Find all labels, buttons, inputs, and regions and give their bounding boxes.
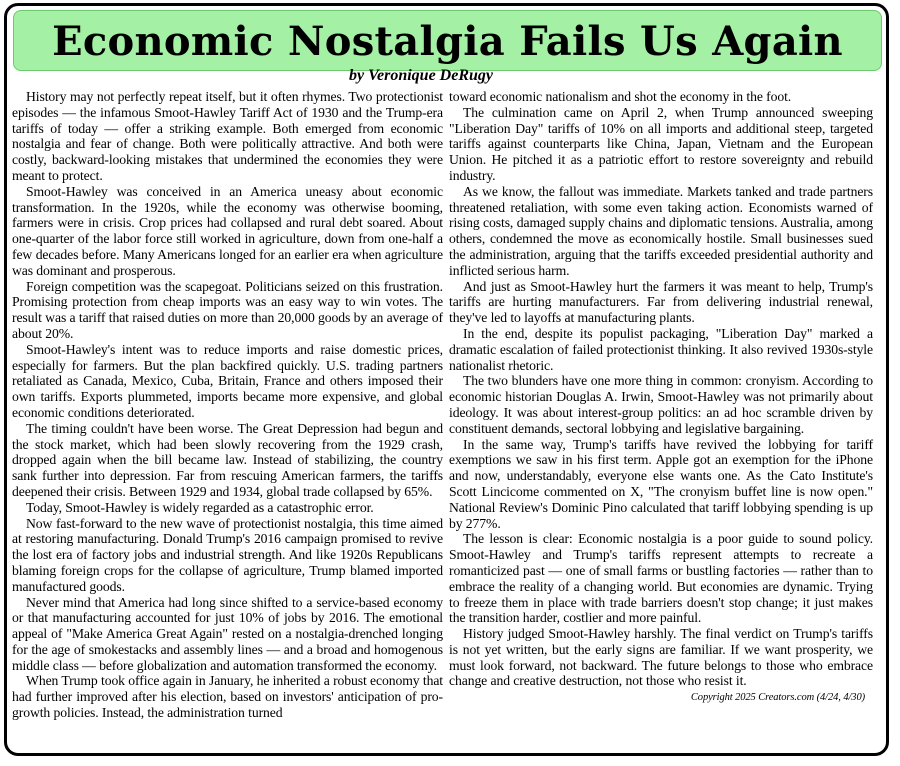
paragraph: And just as Smoot-Hawley hurt the farmers it was meant to help, Trump's tariffs are hurting manufacturers. Far from delivering industrial renewal, they've led to layoffs at manufacturing plants. [449, 278, 873, 326]
article-column-left [12, 89, 443, 721]
paragraph: Smoot-Hawley was conceived in an America uneasy about economic transformation. In the 1920s, while the economy was otherwise booming, farmers were in crisis. Crop prices had collapsed and rural debt soared. About one-quarter of the labor force still worked in agriculture, down from one-half a few decades before. Many Americans longed for an earlier era when agriculture was dominant and prosperous. [12, 183, 443, 278]
copyright-notice: Copyright 2025 Creators.com (4/24, 4/30) [690, 692, 865, 704]
article-column-right [449, 89, 873, 705]
paragraph: History judged Smoot-Hawley harshly. The final verdict on Trump's tariffs is not yet written, but the early signs are familiar. If we want prosperity, we must look forward, not backward. The future belongs to those who embrace change and creative destruction, not those who resist it. [449, 626, 873, 689]
paragraph: In the end, despite its populist packaging, "Liberation Day" marked a dramatic escalation of failed protectionist thinking. It also revived 1930s-style nationalist rhetoric. [449, 325, 873, 373]
paragraph-continuation: toward economic nationalism and shot the economy in the foot. [449, 89, 792, 104]
paragraph: Today, Smoot-Hawley is widely regarded as a catastrophic error. [26, 499, 374, 515]
paragraph: Foreign competition was the scapegoat. Politicians seized on this frustration. Promising protection from cheap imports was an easy way to win votes. The result was a tariff that raised duties on more than 20,000 goods by an average of about 20%. [12, 278, 443, 341]
headline: Economic Nostalgia Fails Us Again [52, 18, 843, 65]
paragraph: History may not perfectly repeat itself, but it often rhymes. Two protectionist episodes — the infamous Smoot-Hawley Tariff Act of 1930 and the Trump-era tariffs of today — offer a striking example. Both emerged from economic nostalgia and fear of change. Both were politically attractive. And both were costly, backward-looking mistakes that undermined the economies they were meant to protect. [12, 89, 443, 183]
paragraph: Never mind that America had long since shifted to a service-based economy or that manufacturing accounted for just 10% of jobs by 2016. The emotional appeal of "Make America Great Again" rested on a nostalgia-drenched longing for the age of smokestacks and assembly lines — and a broad and homogenous middle class — before globalization and automation transformed the economy. [12, 594, 443, 673]
paragraph: The culmination came on April 2, when Trump announced sweeping "Liberation Day" tariffs of 10% on all imports and additional steep, targeted tariffs against counterparts like China, Japan, Vietnam and the European Union. He pitched it as a patriotic effort to restore sovereignty and rebuild industry. [449, 104, 873, 183]
paragraph: Now fast-forward to the new wave of protectionist nostalgia, this time aimed at restoring manufacturing. Donald Trump's 2016 campaign promised to revive the lost era of factory jobs and industrial strength. And like 1920s Republicans blaming foreign crops for the collapse of agriculture, Trump blamed imported manufactured goods. [12, 515, 443, 594]
byline: by Veronique DeRugy [349, 67, 493, 84]
headline-banner [13, 10, 882, 71]
paragraph: The timing couldn't have been worse. The Great Depression had begun and the stock market, which had been slowly recovering from the 1929 crash, dropped again when the bill became law. Instead of stabilizing, the country sank further into depression. Far from rescuing American farmers, the tariffs deepened their crisis. Between 1929 and 1934, global trade collapsed by 65%. [12, 420, 443, 499]
paragraph: The two blunders have one more thing in common: cronyism. According to economic historian Douglas A. Irwin, Smoot-Hawley was not primarily about ideology. It was about interest-group politics: an ad hoc scramble driven by constituent demands, sectoral lobbying and legislative bargaining. [449, 373, 873, 436]
paragraph: As we know, the fallout was immediate. Markets tanked and trade partners threatened retaliation, with some even taking action. Economists warned of rising costs, damaged supply chains and diplomatic tensions. Australia, among others, condemned the move as economically hostile. Small businesses sued the administration, arguing that the tariffs exceeded presidential authority and inflicted serious harm. [449, 183, 873, 278]
paragraph: Smoot-Hawley's intent was to reduce imports and raise domestic prices, especially for farmers. But the plan backfired quickly. U.S. trading partners retaliated as Canada, Mexico, Cuba, Britain, France and others imposed their own tariffs. Exports plummeted, imports became more expensive, and global economic conditions deteriorated. [12, 341, 443, 420]
paragraph: The lesson is clear: Economic nostalgia is a poor guide to sound policy. Smoot-Hawley and Trump's tariffs represent attempts to recreate a romanticized past — one of small farms or bustling factories — rather than to embrace the reality of a changing world. But economies are dynamic. Trying to freeze them in place with trade barriers doesn't stop change; it just makes the transition harder, costlier and more painful. [449, 531, 873, 626]
paragraph: In the same way, Trump's tariffs have revived the lobbying for tariff exemptions we saw in his first term. Apple got an exemption for the iPhone and now, understandably, everyone else wants one. As the Cato Institute's Scott Lincicome commented on X, "The cronyism buffet line is now open." National Review's Dominic Pino calculated that tariff lobbying spending is up by 277%. [449, 436, 873, 531]
paragraph: When Trump took office again in January, he inherited a robust economy that had further improved after his election, based on investors' anticipation of pro-growth policies. Instead, the administration turned [12, 673, 443, 721]
